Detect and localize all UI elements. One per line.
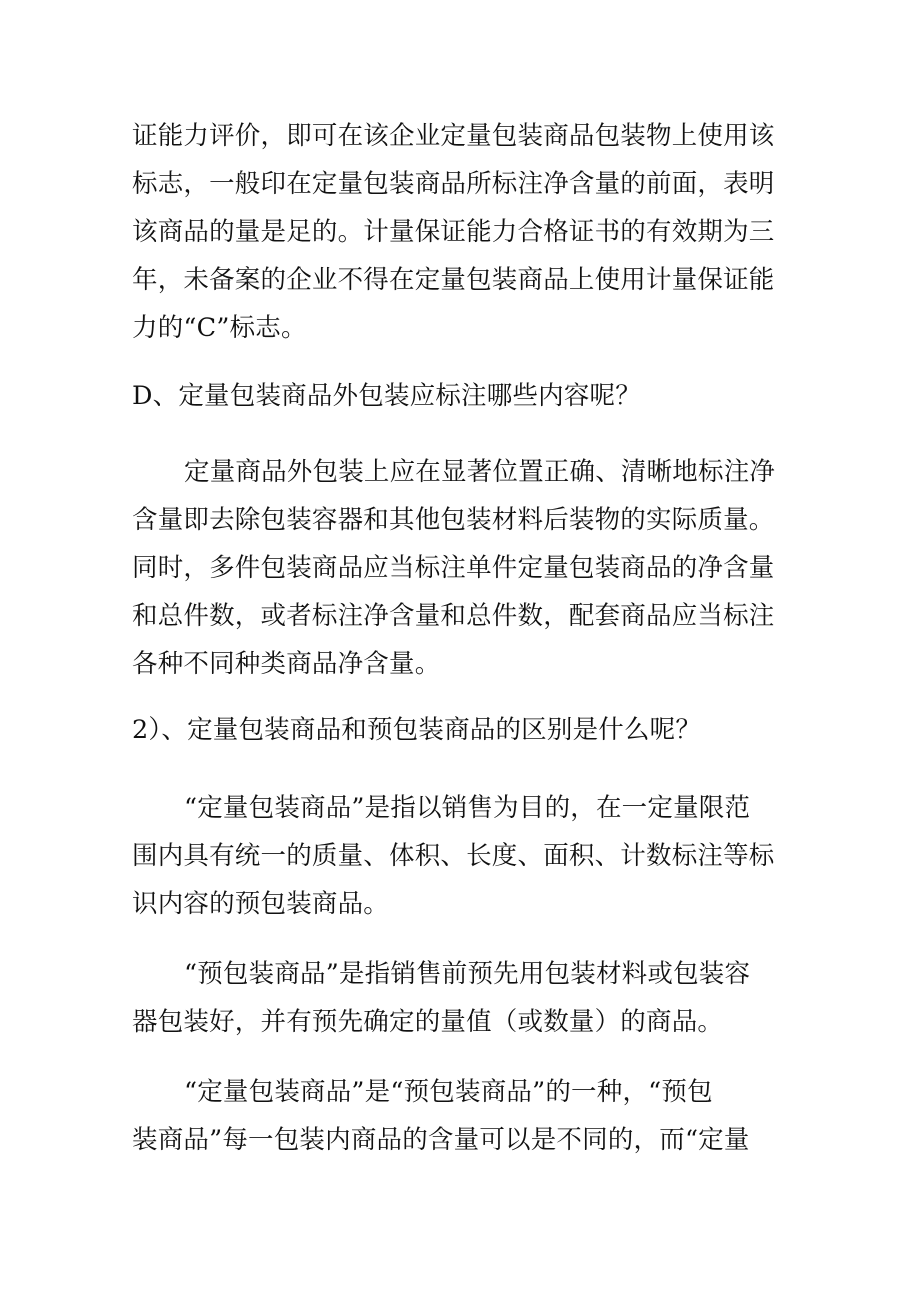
text-line: 器包装好，并有预先确定的量值（或数量）的商品。 [132, 1007, 724, 1037]
paragraph-label-requirements [132, 448, 796, 688]
paragraph-measurement-assurance [132, 112, 796, 352]
text-line: “定量包装商品”是“预包装商品”的一种，“预包 [184, 1077, 713, 1107]
paragraph-definition-fixed-quantity [132, 784, 796, 928]
heading-2-question [132, 706, 796, 754]
text-line: 2）、定量包装商品和预包装商品的区别是什么呢？ [132, 715, 702, 745]
text-line: 各种不同种类商品净含量。 [132, 649, 441, 679]
text-line: 围内具有统一的质量、体积、长度、面积、计数标注等标 [132, 841, 775, 871]
text-line: 装商品”每一包装内商品的含量可以是不同的，而“定量 [132, 1125, 750, 1155]
text-line: 识内容的预包装商品。 [132, 889, 390, 919]
text-line: 含量即去除包装容器和其他包装材料后装物的实际质量。 [132, 505, 775, 535]
text-line: 力的“C”标志。 [132, 313, 307, 343]
text-line: 年，未备案的企业不得在定量包装商品上使用计量保证能 [132, 265, 775, 295]
text-line: 定量商品外包装上应在显著位置正确、清晰地标注净 [184, 457, 776, 487]
text-line: D、定量包装商品外包装应标注哪些内容呢？ [132, 381, 641, 411]
text-line: “预包装商品”是指销售前预先用包装材料或包装容 [184, 959, 751, 989]
paragraph-definition-prepackaged [132, 950, 796, 1046]
text-line: 同时，多件包装商品应当标注单件定量包装商品的净含量 [132, 553, 775, 583]
paragraph-difference [132, 1068, 796, 1164]
text-line: 该商品的量是足的。计量保证能力合格证书的有效期为三 [132, 217, 775, 247]
text-line: 标志，一般印在定量包装商品所标注净含量的前面，表明 [132, 169, 775, 199]
text-line: 证能力评价，即可在该企业定量包装商品包装物上使用该 [132, 121, 775, 151]
text-line: 和总件数，或者标注净含量和总件数，配套商品应当标注 [132, 601, 775, 631]
text-line: “定量包装商品”是指以销售为目的，在一定量限范 [184, 793, 751, 823]
heading-d-question [132, 372, 796, 420]
